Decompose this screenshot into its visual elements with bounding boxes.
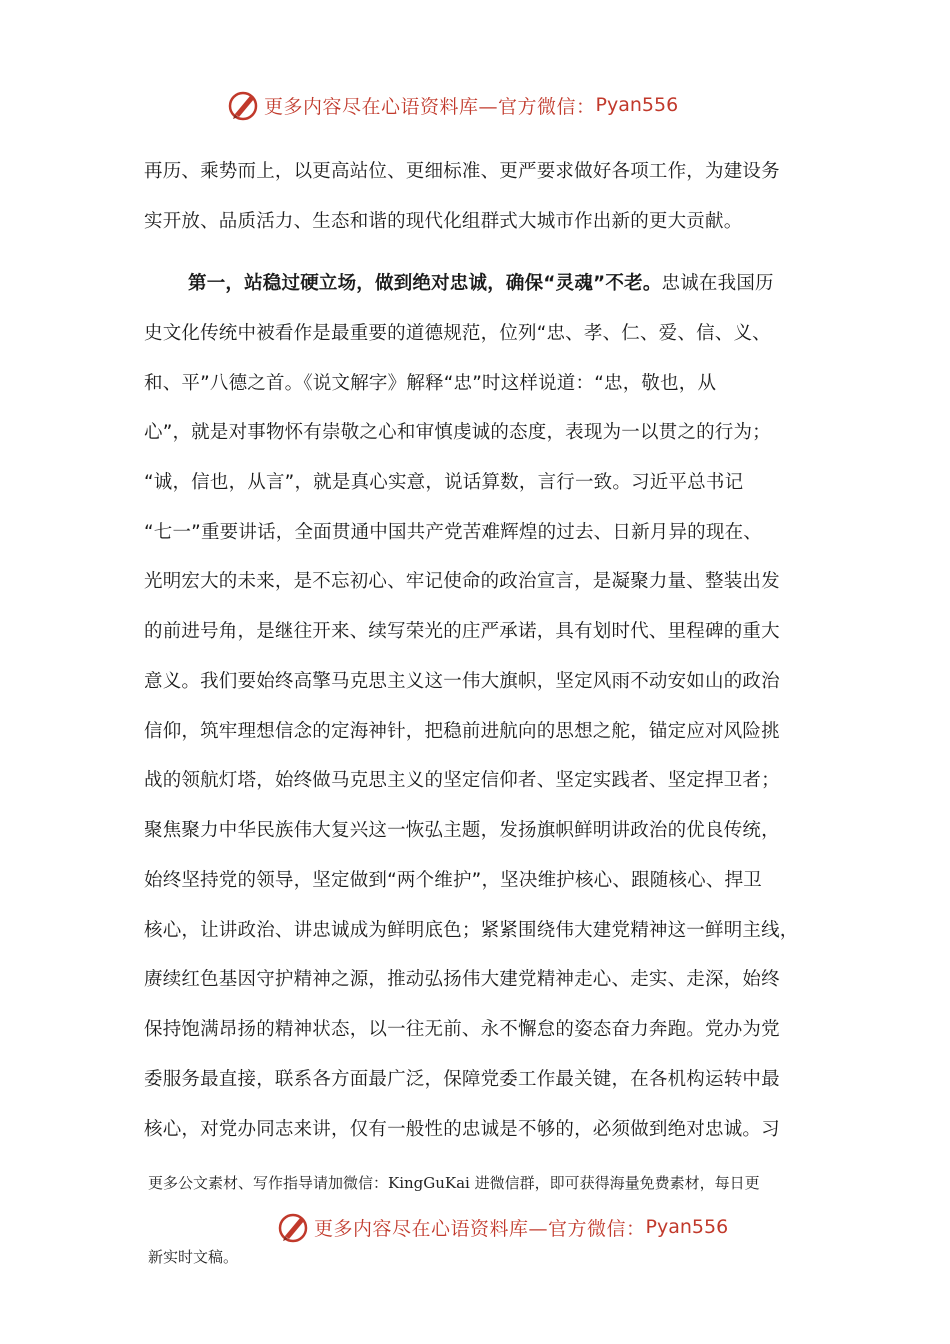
- body-line-18: 委服务最直接，联系各方面最广泛，保障党委工作最关键，在各机构运转中最: [144, 1069, 780, 1090]
- header-watermark: [226, 88, 678, 122]
- body-line-11: 信仰，筑牢理想信念的定海神针，把稳前进航向的思想之舵，锚定应对风险挑: [144, 721, 780, 742]
- body-line-14: 始终坚持党的领导，坚定做到“两个维护”，坚决维护核心、跟随核心、捍卫: [144, 870, 762, 891]
- watermark-wechat-id: Pyan556: [645, 1216, 729, 1238]
- watermark-text: 更多内容尽在心语资料库—官方微信：: [314, 1217, 646, 1240]
- body-line-7: “七一”重要讲话，全面贯通中国共产党苦难辉煌的过去、日新月异的现在、: [144, 522, 762, 543]
- pen-logo-icon: [226, 88, 260, 122]
- body-line-2: 实开放、品质活力、生态和谐的现代化组群式大城市作出新的更大贡献。: [144, 211, 743, 232]
- footer-note-line-1: 更多公文素材、写作指导请加微信：KingGuKai 进微信群，即可获得海量免费素材，每日更: [148, 1174, 760, 1192]
- body-line-12: 战的领航灯塔，始终做马克思主义的坚定信仰者、坚定实践者、坚定捍卫者；: [144, 770, 780, 791]
- watermark-text: 更多内容尽在心语资料库—官方微信：: [264, 95, 596, 118]
- body-line-16: 赓续红色基因守护精神之源，推动弘扬伟大建党精神走心、走实、走深，始终: [144, 969, 780, 990]
- body-line-10: 意义。我们要始终高擎马克思主义这一伟大旗帜，坚定风雨不动安如山的政治: [144, 671, 780, 692]
- body-line-9: 的前进号角，是继往开来、续写荣光的庄严承诺，具有划时代、里程碑的重大: [144, 621, 780, 642]
- body-line-8: 光明宏大的未来，是不忘初心、牢记使命的政治宣言，是凝聚力量、整装出发: [144, 571, 780, 592]
- body-line-6: “诚，信也，从言”，就是真心实意，说话算数，言行一致。习近平总书记: [144, 472, 744, 493]
- body-line-15: 核心，让讲政治、讲忠诚成为鲜明底色；紧紧围绕伟大建党精神这一鲜明主线，: [144, 920, 799, 941]
- body-line-1: 再历、乘势而上，以更高站位、更细标准、更严要求做好各项工作，为建设务: [144, 161, 780, 182]
- body-line-4: 和、平”八德之首。《说文解字》解释“忠”时这样说道：“忠，敬也，从: [144, 373, 717, 394]
- body-line-13: 聚焦聚力中华民族伟大复兴这一恢弘主题，发扬旗帜鲜明讲政治的优良传统，: [144, 820, 780, 841]
- footer-watermark: [276, 1210, 728, 1244]
- pen-logo-icon: [276, 1210, 310, 1244]
- body-line-5: 心”，就是对事物怀有崇敬之心和审慎虔诚的态度，表现为一以贯之的行为；: [144, 422, 771, 443]
- watermark-wechat-id: Pyan556: [595, 94, 679, 116]
- body-line-19: 核心，对党办同志来讲，仅有一般性的忠诚是不够的，必须做到绝对忠诚。习: [144, 1119, 780, 1140]
- body-line-17: 保持饱满昂扬的精神状态，以一往无前、永不懈怠的姿态奋力奔跑。党办为党: [144, 1019, 780, 1040]
- footer-note-line-2: 新实时文稿。: [148, 1248, 239, 1266]
- section-first-line: [188, 271, 774, 297]
- section-first-line-rest: 忠诚在我国历: [661, 273, 774, 294]
- section-heading: 第一，站稳过硬立场，做到绝对忠诚，确保“灵魂”不老。: [188, 273, 662, 294]
- body-line-3: 史文化传统中被看作是最重要的道德规范，位列“忠、孝、仁、爱、信、义、: [144, 323, 771, 344]
